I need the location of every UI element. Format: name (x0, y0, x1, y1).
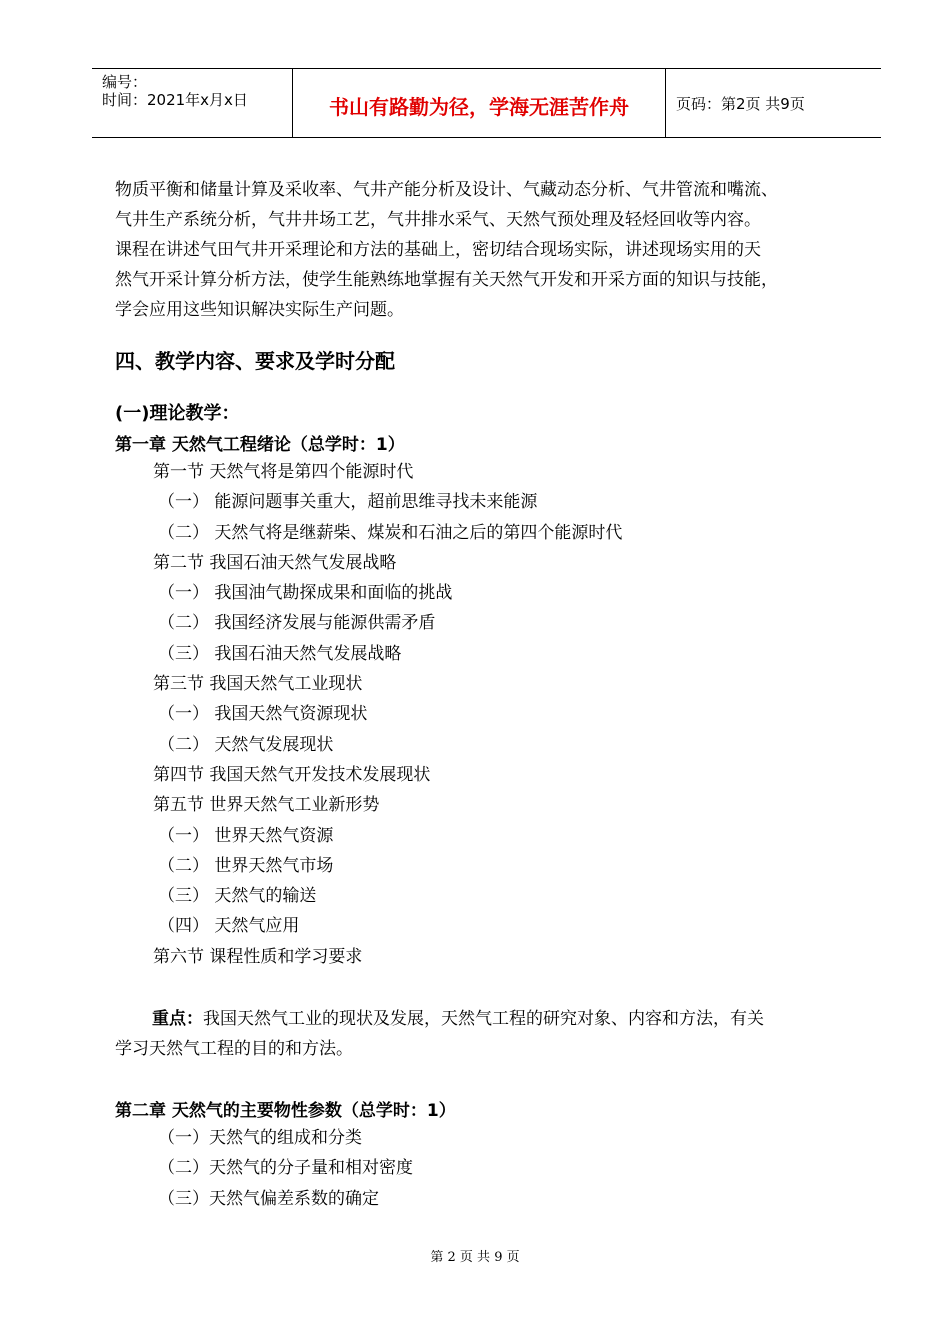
outline-item: （三）天然气偏差系数的确定 (158, 1188, 379, 1209)
outline-section: 第五节 世界天然气工业新形势 (153, 795, 380, 816)
key-points-line (115, 1004, 885, 1034)
document-time-label: 时间：2021年x月x日 (102, 91, 248, 109)
outline-item: （一） 我国天然气资源现状 (158, 704, 368, 725)
header-meta-cell (92, 69, 293, 137)
header-page-number: 页码：第2页 共9页 (676, 95, 805, 113)
outline-item: （四） 天然气应用 (158, 916, 300, 937)
outline-item: （一）天然气的组成和分类 (158, 1128, 362, 1148)
outline-item: （二） 天然气发展现状 (158, 734, 334, 755)
key-points-line: 学习天然气工程的目的和方法。 (115, 1039, 353, 1059)
outline-section: 第一节 天然气将是第四个能源时代 (153, 462, 414, 482)
key-points-label: 重点： (152, 1009, 203, 1029)
intro-line: 气井生产系统分析，气井井场工艺，气井排水采气、天然气预处理及轻烃回收等内容。 (115, 210, 761, 230)
document-number-label: 编号： (102, 73, 148, 91)
section-title: 四、教学内容、要求及学时分配 (115, 349, 395, 373)
outline-section: 第三节 我国天然气工业现状 (153, 674, 363, 695)
outline-section: 第四节 我国天然气开发技术发展现状 (153, 764, 431, 785)
key-points (115, 1004, 885, 1064)
intro-line: 学会应用这些知识解决实际生产问题。 (115, 300, 404, 320)
key-points-text: 我国天然气工业的现状及发展，天然气工程的研究对象、内容和方法，有关 (203, 1009, 764, 1029)
header-motto: 书山有路勤为径，学海无涯苦作舟 (329, 95, 629, 119)
intro-line: 然气开采计算分析方法，使学生能熟练地掌握有关天然气开发和开采方面的知识与技能， (115, 270, 778, 290)
outline-section: 第二节 我国石油天然气发展战略 (153, 552, 397, 573)
outline-item: （三） 我国石油天然气发展战略 (158, 643, 402, 664)
chapter-1-title: 第一章 天然气工程绪论（总学时：1） (115, 435, 405, 455)
header-motto-cell (293, 69, 666, 137)
intro-line: 物质平衡和储量计算及采收率、气井产能分析及设计、气藏动态分析、气井管流和嘴流、 (115, 180, 778, 200)
intro-paragraph (115, 175, 885, 325)
subsection-title: (一)理论教学： (115, 403, 240, 424)
outline-item: （二） 世界天然气市场 (158, 855, 334, 876)
outline-item: （二） 天然气将是继薪柴、煤炭和石油之后的第四个能源时代 (158, 522, 623, 543)
outline-item: （一） 能源问题事关重大，超前思维寻找未来能源 (158, 492, 538, 513)
page-footer: 第 2 页 共 9 页 (430, 1250, 520, 1265)
page-header (92, 68, 881, 138)
chapter-2-outline (153, 1123, 413, 1214)
intro-line: 课程在讲述气田气井开采理论和方法的基础上，密切结合现场实际，讲述现场实用的天 (115, 240, 761, 260)
outline-section: 第六节 课程性质和学习要求 (153, 946, 363, 967)
outline-item: （一） 世界天然气资源 (158, 825, 334, 846)
chapter-2-title: 第二章 天然气的主要物性参数（总学时：1） (115, 1101, 456, 1121)
outline-item: （二） 我国经济发展与能源供需矛盾 (158, 613, 436, 634)
outline-item: （一） 我国油气勘探成果和面临的挑战 (158, 583, 453, 604)
outline-item: （二）天然气的分子量和相对密度 (158, 1158, 413, 1179)
outline-item: （三） 天然气的输送 (158, 886, 317, 907)
chapter-1-outline (153, 457, 622, 972)
header-page-cell (666, 69, 881, 137)
